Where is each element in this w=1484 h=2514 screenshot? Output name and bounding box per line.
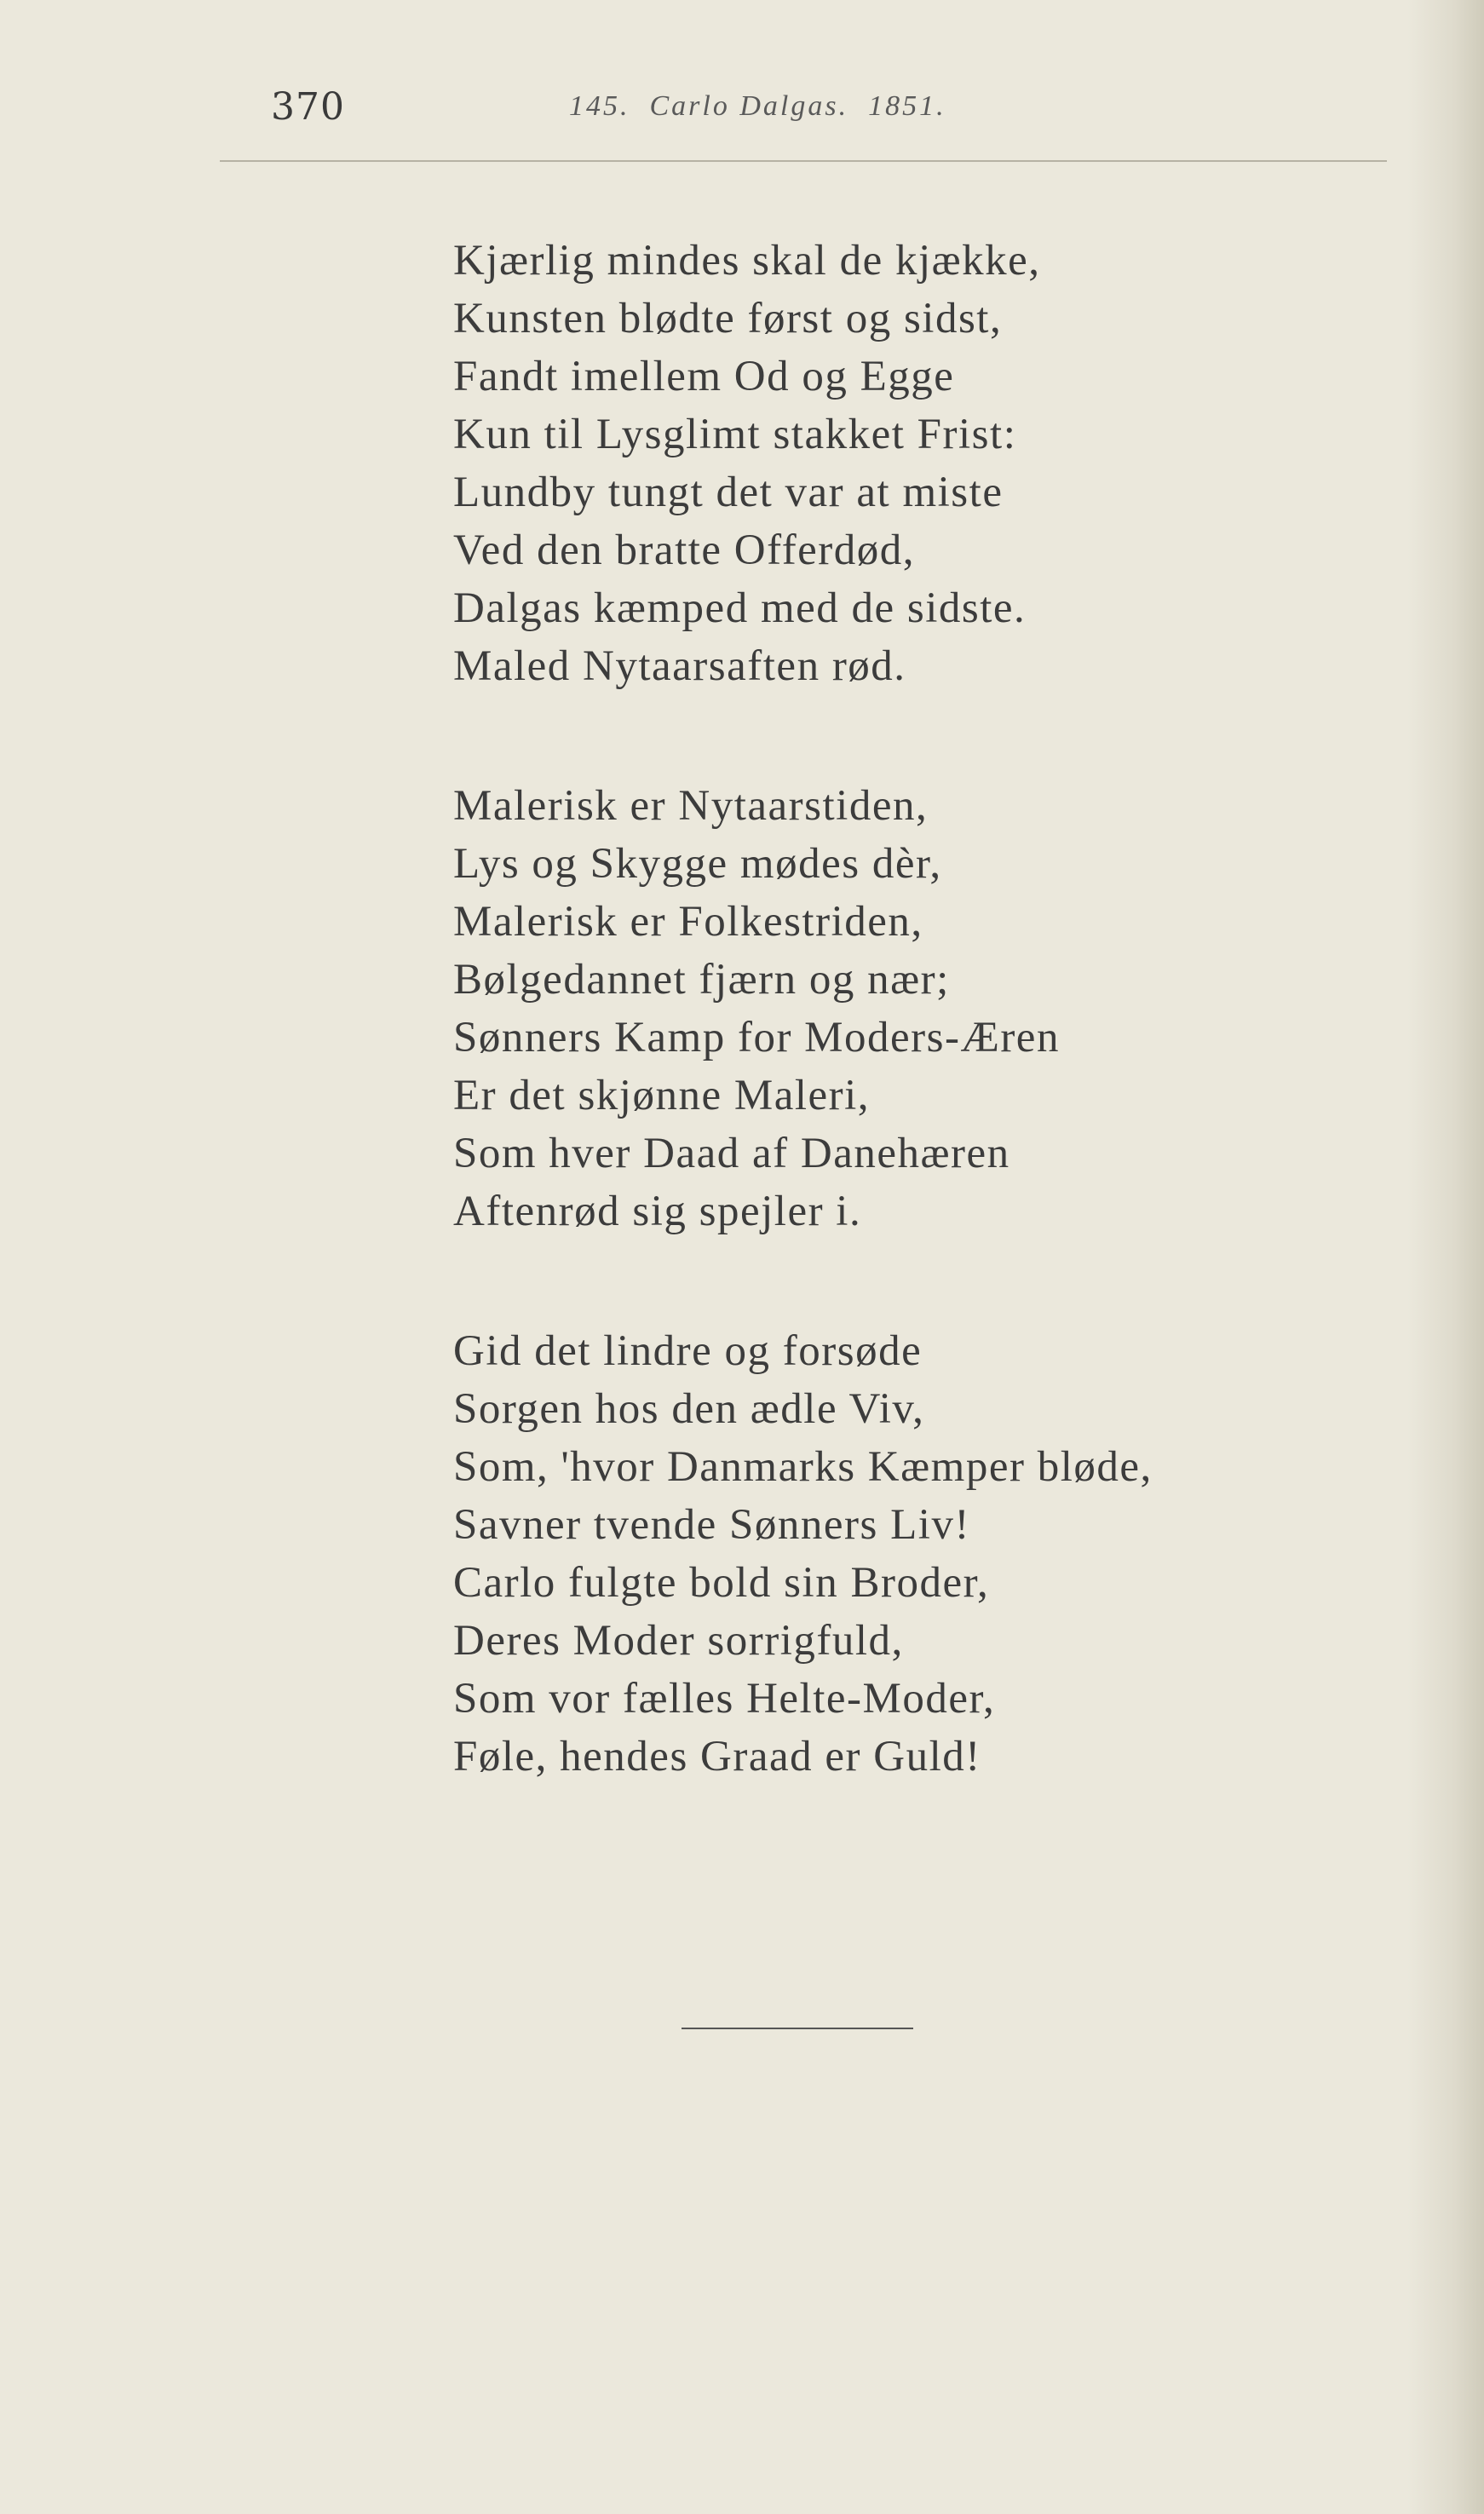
poem-line: Dalgas kæmped med de sidste. bbox=[453, 584, 1027, 632]
stanza-1 bbox=[453, 232, 1339, 695]
end-rule bbox=[682, 2028, 913, 2029]
poem-line: Lundby tungt det var at miste bbox=[453, 469, 1004, 516]
poem-line: Sønners Kamp for Moders-Æren bbox=[453, 1014, 1060, 1061]
running-head: 145. Carlo Dalgas. 1851. bbox=[569, 90, 946, 122]
poem-line: Sorgen hos den ædle Viv, bbox=[453, 1385, 925, 1433]
poem-line: Som vor fælles Helte-Moder, bbox=[453, 1675, 996, 1723]
poem-line: Aftenrød sig spejler i. bbox=[453, 1188, 862, 1235]
poem-line: Kunsten blødte først og sidst, bbox=[453, 295, 1003, 342]
poem-line: Maled Nytaarsaften rød. bbox=[453, 642, 906, 690]
stanza-2 bbox=[453, 777, 1339, 1240]
poem-line: Føle, hendes Graad er Guld! bbox=[453, 1733, 981, 1781]
poem-line: Som, 'hvor Danmarks Kæmper bløde, bbox=[453, 1443, 1153, 1491]
poem-line: Kun til Lysglimt stakket Frist: bbox=[453, 411, 1017, 458]
poem-line: Er det skjønne Maleri, bbox=[453, 1072, 871, 1119]
poem-line: Carlo fulgte bold sin Broder, bbox=[453, 1559, 990, 1607]
poem-line: Gid det lindre og forsøde bbox=[453, 1327, 923, 1375]
poem-line: Deres Moder sorrigfuld, bbox=[453, 1617, 904, 1665]
poem-line: Savner tvende Sønners Liv! bbox=[453, 1501, 970, 1549]
page-edge-shadow bbox=[1407, 0, 1484, 2514]
poem-line: Som hver Daad af Danehæren bbox=[453, 1130, 1010, 1177]
poem-line: Bølgedannet fjærn og nær; bbox=[453, 956, 950, 1004]
page-number: 370 bbox=[271, 85, 345, 129]
poem-line: Malerisk er Folkestriden, bbox=[453, 898, 923, 946]
poem-line: Malerisk er Nytaarstiden, bbox=[453, 782, 929, 830]
poem-line: Kjærlig mindes skal de kjække, bbox=[453, 237, 1041, 285]
stanza-3 bbox=[453, 1322, 1339, 1786]
poem-line: Lys og Skygge mødes dèr, bbox=[453, 840, 942, 888]
poem-line: Fandt imellem Od og Egge bbox=[453, 353, 955, 400]
poem-line: Ved den bratte Offerdød, bbox=[453, 526, 916, 574]
header-rule bbox=[220, 160, 1387, 162]
